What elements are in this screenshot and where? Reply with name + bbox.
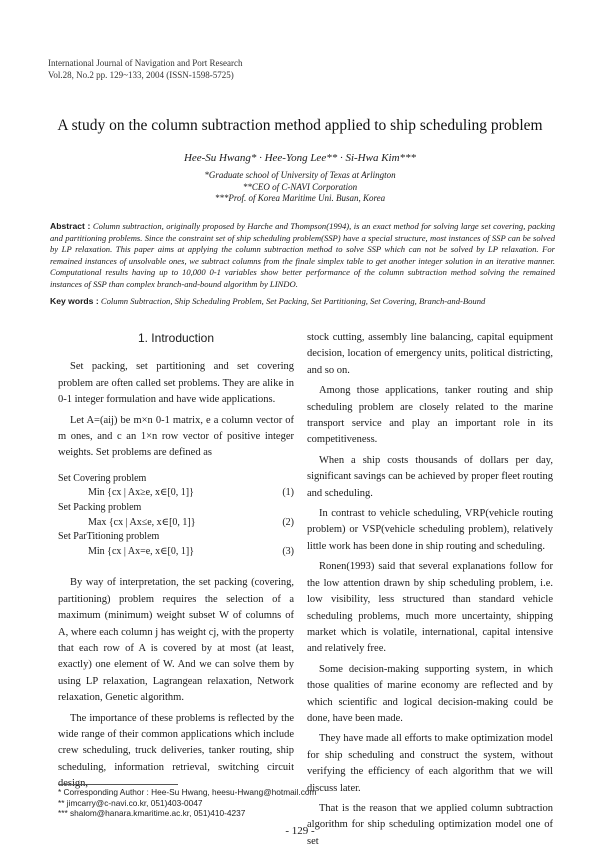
equation-row-1 [58, 486, 294, 501]
journal-name: International Journal of Navigation and Port Research [48, 58, 243, 68]
equation-number: (3) [282, 545, 294, 557]
keywords [50, 296, 555, 306]
right-paragraph-5: Ronen(1993) said that several explanations follow for the low attention drawn by ship scheduling problem, i.e. low visibility, less structured than standard vehicle scheduling problems, much more uncertainty, shipping market which is volatile, international, capital intensive and relatively free. [307, 561, 553, 655]
right-paragraph-1: stock cutting, assembly line balancing, capital equipment decision, location of emergency units, political districting, and so on. [307, 332, 553, 376]
equation-number: (1) [282, 487, 294, 499]
abstract [50, 221, 555, 290]
abstract-text: Column subtraction, originally proposed by Harche and Thompson(1994), is an exact method for solving large set covering, packing and partitioning problems. Since the constraint set of ship scheduling problem(SSP) have a special structure, most instances of SSP can be solved by LP relaxation. This paper aims at applying the column subtraction method to solve SSP which can not be solved by LP relaxation. For remained instances of unsolvable ones, we subtract columns from the finale simplex table to get another integer solution in an iterative manner. Computational results having up to 10,000 0-1 variables show better performance of the column subtraction method solving the remained instances of SSP than complex branch-and-bound algorithm by LINDO. [50, 221, 555, 289]
equation-expression: Max {cx | Ax≤e, x∈[0, 1]} [88, 516, 196, 528]
right-paragraph-6: Some decision-making supporting system, in which those qualities of marine economy are reflected and by which scientific and logical decision-making could be done, have been made. [307, 663, 553, 724]
equation-row-3 [58, 545, 294, 560]
abstract-label: Abstract : [50, 221, 91, 231]
left-column [58, 330, 294, 797]
affiliation-1: *Graduate school of University of Texas at Arlington [204, 170, 396, 180]
equation-expression: Min {cx | Ax≥e, x∈[0, 1]} [88, 487, 194, 499]
equation-expression: Min {cx | Ax=e, x∈[0, 1]} [88, 545, 195, 557]
right-column [307, 330, 553, 854]
affiliations [0, 170, 600, 205]
keywords-text: Column Subtraction, Ship Scheduling Problem, Set Packing, Set Partitioning, Set Covering, Branch-and-Bound [100, 296, 486, 306]
right-paragraph-3: When a ship costs thousands of dollars per day, significant savings can be achieved by proper fleet routing and scheduling. [307, 454, 553, 499]
right-paragraph-2: Among those applications, tanker routing and ship scheduling problem are closely related to the marine transport service and play an important role in its competitiveness. [307, 385, 553, 446]
equation-name-covering: Set Covering problem [58, 472, 147, 484]
intro-paragraph-3: By way of interpretation, the set packing (covering, partitioning) problem requires the selection of a maximum (minimum) weight subset W of columns of A, where each column j has weight cj, with the property that each row of A is covered by at most (at least, exactly) one element of W. And we can solve them by using LP relaxation, Lagrangean relaxation, Network relaxation, Genetic algorithm. [58, 577, 294, 704]
affiliation-3: ***Prof. of Korea Maritime Uni. Busan, Korea [214, 193, 386, 203]
right-paragraph-7: They have made all efforts to make optimization model for ship scheduling and construct the system, without verifying the efficiency of each algorithm that we will discuss later. [307, 733, 553, 794]
section-heading-introduction: 1. Introduction [137, 331, 215, 345]
equation-block [58, 472, 294, 560]
equation-number: (2) [282, 516, 294, 528]
authors: Hee-Su Hwang* · Hee-Yong Lee** · Si-Hwa Kim*** [183, 152, 417, 164]
intro-paragraph-1: Set packing, set partitioning and set covering problem are often called set problems. They are alike in 0-1 integer formulation and have wide applications. [58, 361, 294, 406]
equation-name-packing: Set Packing problem [58, 502, 142, 514]
footnotes [58, 787, 316, 819]
footnote-3: *** shalom@hanara.kmaritime.ac.kr, 051)410-4237 [58, 808, 246, 818]
affiliation-2: **CEO of C-NAVI Corporation [242, 181, 358, 192]
equation-name-partitioning: Set ParTitioning problem [58, 531, 160, 543]
equation-row-2 [58, 516, 294, 531]
footnote-1: * Corresponding Author : Hee-Su Hwang, heesu-Hwang@hotmail.com [58, 787, 317, 797]
intro-paragraph-4: The importance of these problems is reflected by the wide range of their common applications which include crew scheduling, truck deliveries, tanker routing, ship scheduling, information retrieval, switching circuit design, [58, 712, 294, 790]
paper-title: A study on the column subtraction method applied to ship scheduling problem [57, 117, 543, 134]
journal-volume: Vol.28, No.2 pp. 129~133, 2004 (ISSN-1598-5725) [48, 70, 234, 80]
keywords-label: Key words : [50, 296, 99, 306]
right-paragraph-8: That is the reason that we applied column subtraction algorithm for ship scheduling optimization model one of set [307, 802, 553, 847]
right-paragraph-4: In contrast to vehicle scheduling, VRP(vehicle routing problem) or VSP(vehicle scheduling problem), relatively little work has been done in ship routing and scheduling. [307, 508, 553, 552]
footnote-2: ** jimcarry@c-navi.co.kr, 051)403-0047 [58, 797, 203, 808]
intro-paragraph-2: Let A=(aij) be m×n 0-1 matrix, e a column vector of m ones, and c an 1×n row vector of positive integer weights. Set problems are defined as [58, 414, 294, 459]
footnote-divider [58, 784, 178, 785]
journal-header [48, 57, 242, 81]
page-number: - 129 - [285, 825, 315, 837]
